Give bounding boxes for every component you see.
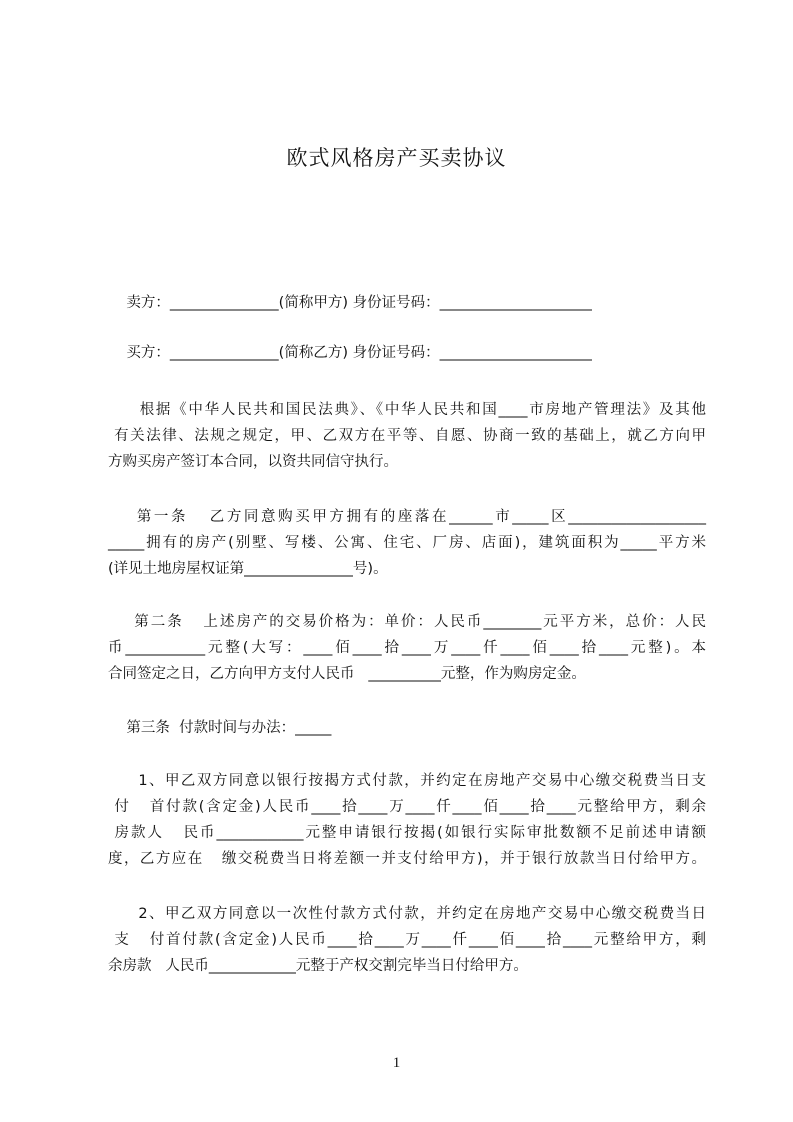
article1-line: (详见土地房屋权证第_______________号)。: [108, 561, 388, 577]
seller-line: 卖方：_______________(简称甲方) 身份证号码：_____________________: [108, 295, 592, 311]
article2-line: 合同签定之日，乙方向甲方支付人民币 __________元整，作为购房定金。: [108, 666, 586, 682]
article1-line: _____拥有的房产(别墅、写楼、公寓、住宅、厂房、店面)，建筑面积为_____平方米: [108, 535, 706, 551]
article3-item2-line: 支 付首付款(含定金)人民币____拾____万____仟____佰____拾____元整给甲方，剩: [108, 932, 706, 948]
article3-item2-line: 余房款 人民币____________元整于产权交割完毕当日付给甲方。: [108, 958, 528, 974]
preamble-line: 根据《中华人民共和国民法典》、《中华人民共和国____市房地产管理法》及其他: [108, 402, 706, 418]
article3-item2-line: 2、甲乙双方同意以一次性付款方式付款，并约定在房地产交易中心缴交税费当日: [108, 906, 706, 922]
article2-line: 第二条 上述房产的交易价格为：单价：人民币________元平方米，总价：人民: [108, 614, 706, 630]
page-number: 1: [392, 1055, 401, 1071]
document-title: 欧式风格房产买卖协议: [286, 146, 507, 170]
article3-item1-line: 度，乙方应在 缴交税费当日将差额一并支付给甲方)，并于银行放款当日付给甲方。: [108, 851, 706, 867]
preamble-line: 方购买房产签订本合同，以资共同信守执行。: [108, 454, 398, 470]
article3-item1-line: 1、甲乙双方同意以银行按揭方式付款，并约定在房地产交易中心缴交税费当日支: [108, 773, 706, 789]
preamble-line: 有关法律、法规之规定，甲、乙双方在平等、自愿、协商一致的基础上，就乙方向甲: [108, 428, 706, 444]
article1-line: 第一条 乙方同意购买甲方拥有的座落在______市_____区___________________: [108, 509, 706, 525]
buyer-line: 买方：_______________(简称乙方) 身份证号码：_____________________: [108, 345, 592, 361]
article3-item1-line: 房款人 民币____________元整申请银行按揭(如银行实际审批数额不足前述申请额: [108, 825, 706, 841]
article3-item1-line: 付 首付款(含定金)人民币____拾____万____仟____佰____拾____元整给甲方，剩余: [108, 799, 706, 815]
article2-line: 币___________元整(大写：____佰____拾____万____仟____佰____拾____元整)。本: [108, 640, 706, 656]
article3-heading: 第三条 付款时间与办法：_____: [108, 720, 332, 736]
